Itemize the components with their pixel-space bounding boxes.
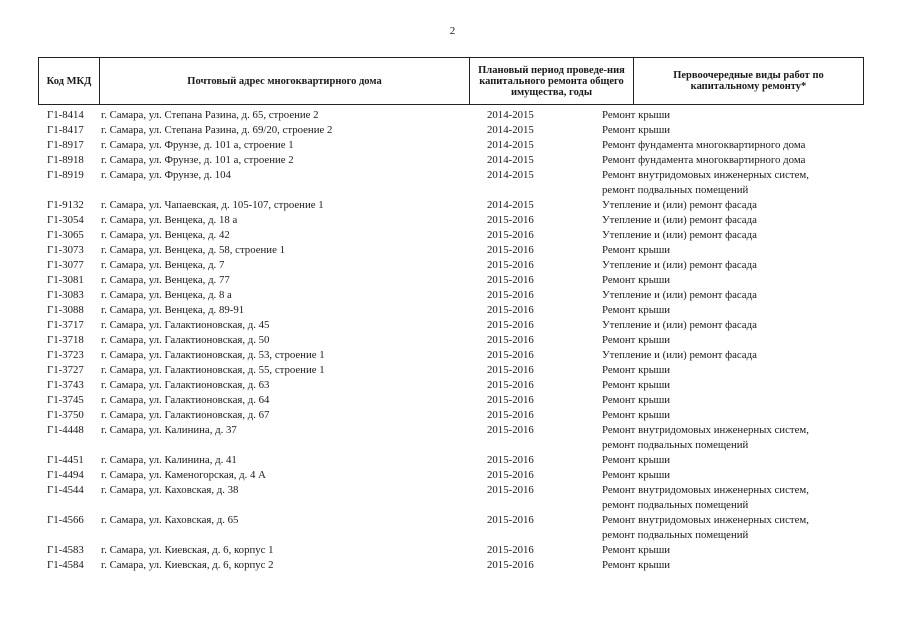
row-code: Г1-3718 (47, 334, 84, 346)
row-period: 2014-2015 (487, 109, 534, 121)
row-code: Г1-8919 (47, 169, 84, 181)
row-code: Г1-3065 (47, 229, 84, 241)
table-row (0, 228, 905, 243)
header-address: Почтовый адрес многоквартирного дома (100, 58, 470, 104)
row-period: 2015-2016 (487, 484, 534, 496)
row-period: 2015-2016 (487, 214, 534, 226)
row-code: Г1-3750 (47, 409, 84, 421)
header-period: Плановый период проведе-ния капитального ремонта общего имущества, годы (470, 58, 634, 104)
table-row (0, 423, 905, 453)
row-address: г. Самара, ул. Киевская, д. 6, корпус 2 (101, 559, 274, 571)
row-work: Ремонт крыши (602, 544, 671, 556)
table-row (0, 558, 905, 573)
row-code: Г1-3727 (47, 364, 84, 376)
row-address: г. Самара, ул. Чапаевская, д. 105-107, строение 1 (101, 199, 324, 211)
row-work: Ремонт фундамента многоквартирного дома (602, 139, 806, 151)
row-work: Ремонт внутридомовых инженерных систем, (602, 484, 809, 496)
row-work: Утепление и (или) ремонт фасада (602, 214, 757, 226)
row-work: Ремонт крыши (602, 334, 671, 346)
table-row (0, 258, 905, 273)
row-period: 2015-2016 (487, 544, 534, 556)
table-row (0, 468, 905, 483)
row-address: г. Самара, ул. Галактионовская, д. 50 (101, 334, 270, 346)
row-code: Г1-4544 (47, 484, 84, 496)
row-work: Ремонт крыши (602, 304, 671, 316)
row-code: Г1-3717 (47, 319, 84, 331)
row-period: 2015-2016 (487, 514, 534, 526)
row-code: Г1-3077 (47, 259, 84, 271)
row-address: г. Самара, ул. Галактионовская, д. 45 (101, 319, 270, 331)
row-period: 2015-2016 (487, 319, 534, 331)
row-period: 2015-2016 (487, 334, 534, 346)
row-address: г. Самара, ул. Галактионовская, д. 67 (101, 409, 270, 421)
row-period: 2015-2016 (487, 559, 534, 571)
header-code: Код МКД (39, 58, 100, 104)
row-period: 2015-2016 (487, 469, 534, 481)
table-body (0, 108, 905, 573)
row-code: Г1-3054 (47, 214, 84, 226)
row-period: 2014-2015 (487, 169, 534, 181)
row-code: Г1-8414 (47, 109, 84, 121)
row-work: Ремонт крыши (602, 109, 671, 121)
table-row (0, 348, 905, 363)
row-work: Ремонт крыши (602, 364, 671, 376)
row-address: г. Самара, ул. Венцека, д. 7 (101, 259, 225, 271)
table-row (0, 378, 905, 393)
row-work: Ремонт крыши (602, 124, 671, 136)
table-row (0, 483, 905, 513)
table-row (0, 288, 905, 303)
table-row (0, 363, 905, 378)
row-period: 2015-2016 (487, 274, 534, 286)
row-work: Утепление и (или) ремонт фасада (602, 199, 757, 211)
row-code: Г1-3088 (47, 304, 84, 316)
table-row (0, 333, 905, 348)
row-work: Ремонт внутридомовых инженерных систем, (602, 169, 809, 181)
row-period: 2014-2015 (487, 124, 534, 136)
row-period: 2015-2016 (487, 394, 534, 406)
row-period: 2015-2016 (487, 229, 534, 241)
table-row (0, 318, 905, 333)
row-address: г. Самара, ул. Киевская, д. 6, корпус 1 (101, 544, 274, 556)
row-work: Ремонт крыши (602, 394, 671, 406)
row-address: г. Самара, ул. Фрунзе, д. 101 а, строение 1 (101, 139, 294, 151)
row-period: 2015-2016 (487, 289, 534, 301)
row-code: Г1-4448 (47, 424, 84, 436)
row-work: Ремонт крыши (602, 379, 671, 391)
table-row (0, 393, 905, 408)
row-code: Г1-4584 (47, 559, 84, 571)
row-work: Утепление и (или) ремонт фасада (602, 349, 757, 361)
row-address: г. Самара, ул. Венцека, д. 8 а (101, 289, 232, 301)
row-code: Г1-4566 (47, 514, 84, 526)
row-work: Ремонт крыши (602, 559, 671, 571)
row-work: Утепление и (или) ремонт фасада (602, 259, 757, 271)
row-work: Ремонт крыши (602, 409, 671, 421)
row-address: г. Самара, ул. Фрунзе, д. 101 а, строение 2 (101, 154, 294, 166)
row-address: г. Самара, ул. Каховская, д. 65 (101, 514, 239, 526)
table-row (0, 453, 905, 468)
row-period: 2015-2016 (487, 364, 534, 376)
row-code: Г1-8917 (47, 139, 84, 151)
row-period: 2014-2015 (487, 199, 534, 211)
row-work: Ремонт крыши (602, 454, 671, 466)
row-code: Г1-4494 (47, 469, 84, 481)
row-work: ремонт подвальных помещений (602, 439, 749, 451)
row-work: Утепление и (или) ремонт фасада (602, 229, 757, 241)
row-period: 2015-2016 (487, 304, 534, 316)
row-period: 2015-2016 (487, 244, 534, 256)
row-period: 2015-2016 (487, 349, 534, 361)
row-period: 2015-2016 (487, 379, 534, 391)
row-period: 2015-2016 (487, 454, 534, 466)
row-code: Г1-9132 (47, 199, 84, 211)
table-row (0, 108, 905, 123)
table-row (0, 513, 905, 543)
row-address: г. Самара, ул. Фрунзе, д. 104 (101, 169, 231, 181)
row-code: Г1-3083 (47, 289, 84, 301)
row-address: г. Самара, ул. Степана Разина, д. 65, строение 2 (101, 109, 319, 121)
row-period: 2014-2015 (487, 139, 534, 151)
row-work: Ремонт фундамента многоквартирного дома (602, 154, 806, 166)
table-row (0, 273, 905, 288)
row-work: Ремонт крыши (602, 469, 671, 481)
table-row (0, 303, 905, 318)
row-code: Г1-4583 (47, 544, 84, 556)
row-period: 2015-2016 (487, 259, 534, 271)
row-code: Г1-3073 (47, 244, 84, 256)
row-period: 2015-2016 (487, 409, 534, 421)
table-row (0, 213, 905, 228)
row-address: г. Самара, ул. Каховская, д. 38 (101, 484, 239, 496)
header-work: Первоочередные виды работ по капитальному ремонту* (673, 70, 824, 92)
row-code: Г1-3723 (47, 349, 84, 361)
row-code: Г1-3743 (47, 379, 84, 391)
row-code: Г1-3081 (47, 274, 84, 286)
row-work: Ремонт внутридомовых инженерных систем, (602, 424, 809, 436)
table-row (0, 153, 905, 168)
row-address: г. Самара, ул. Венцека, д. 42 (101, 229, 230, 241)
row-period: 2014-2015 (487, 154, 534, 166)
row-work: ремонт подвальных помещений (602, 184, 749, 196)
row-code: Г1-3745 (47, 394, 84, 406)
table-row (0, 198, 905, 213)
row-address: г. Самара, ул. Венцека, д. 89-91 (101, 304, 245, 316)
row-work: Утепление и (или) ремонт фасада (602, 289, 757, 301)
row-address: г. Самара, ул. Галактионовская, д. 63 (101, 379, 270, 391)
row-work: Утепление и (или) ремонт фасада (602, 319, 757, 331)
row-work: Ремонт крыши (602, 244, 671, 256)
table-row (0, 138, 905, 153)
table-row (0, 123, 905, 138)
row-address: г. Самара, ул. Каменогорская, д. 4 А (101, 469, 266, 481)
table-row (0, 408, 905, 423)
row-address: г. Самара, ул. Степана Разина, д. 69/20, строение 2 (101, 124, 333, 136)
row-address: г. Самара, ул. Венцека, д. 18 а (101, 214, 238, 226)
row-address: г. Самара, ул. Калинина, д. 37 (101, 424, 237, 436)
row-work: Ремонт крыши (602, 274, 671, 286)
row-period: 2015-2016 (487, 424, 534, 436)
row-work: Ремонт внутридомовых инженерных систем, (602, 514, 809, 526)
row-address: г. Самара, ул. Венцека, д. 58, строение 1 (101, 244, 285, 256)
row-code: Г1-4451 (47, 454, 84, 466)
row-address: г. Самара, ул. Галактионовская, д. 55, строение 1 (101, 364, 325, 376)
row-address: г. Самара, ул. Галактионовская, д. 64 (101, 394, 270, 406)
table-row (0, 543, 905, 558)
row-address: г. Самара, ул. Галактионовская, д. 53, строение 1 (101, 349, 325, 361)
table-row (0, 243, 905, 258)
page-number: 2 (449, 25, 456, 37)
row-work: ремонт подвальных помещений (602, 499, 749, 511)
row-address: г. Самара, ул. Калинина, д. 41 (101, 454, 237, 466)
row-address: г. Самара, ул. Венцека, д. 77 (101, 274, 230, 286)
row-code: Г1-8918 (47, 154, 84, 166)
table-row (0, 168, 905, 198)
table-header (38, 57, 864, 105)
row-work: ремонт подвальных помещений (602, 529, 749, 541)
row-code: Г1-8417 (47, 124, 84, 136)
